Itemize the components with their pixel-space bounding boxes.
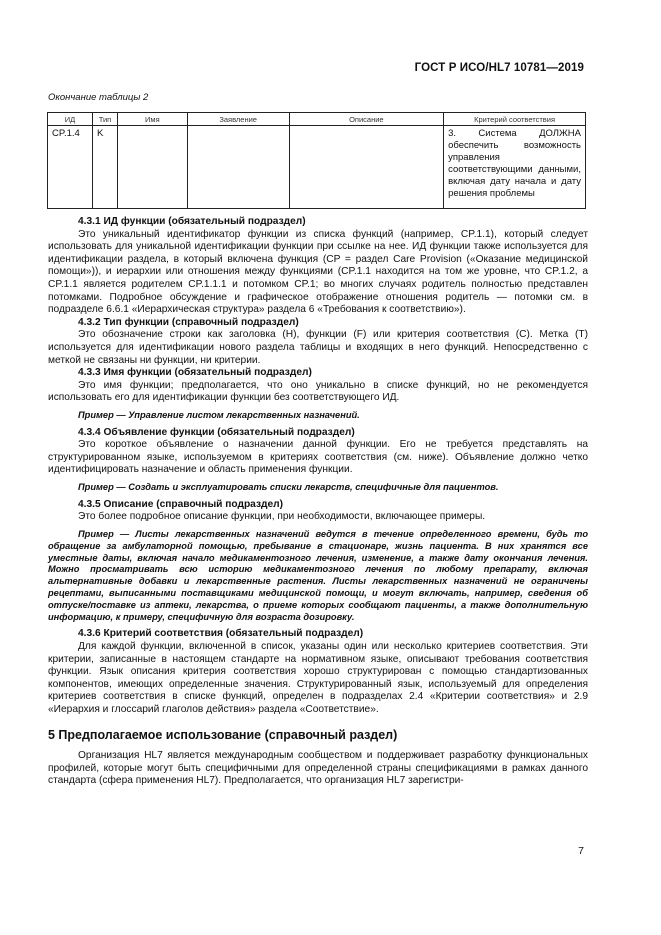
example-4-3-4: Пример — Создать и эксплуатировать списки лекарств, специфичные для пациентов.: [78, 482, 499, 493]
subsection-4-3-5-text: Это более подробное описание функции, при необходимости, включающее примеры.: [78, 511, 486, 523]
header-criterion: Критерий соответствия: [444, 113, 586, 126]
continuation-table: [47, 112, 586, 209]
table-row: [48, 126, 586, 209]
cell-type: K: [92, 126, 117, 209]
subsection-4-3-6-title: 4.3.6 Критерий соответствия (обязательный подраздел): [78, 628, 364, 640]
header-id: ИД: [48, 113, 93, 126]
document-header: ГОСТ Р ИСО/HL7 10781—2019: [414, 62, 584, 74]
subsection-4-3-2-title: 4.3.2 Тип функции (справочный подраздел): [78, 316, 299, 328]
subsection-4-3-3-text: Это имя функции; предполагается, что оно уникально в списке функций, но не рекомендуется использовать его для идентификации функции без соответствующего ИД.: [48, 379, 588, 404]
subsection-4-3-4-title: 4.3.4 Объявление функции (обязательный подраздел): [78, 426, 355, 438]
subsection-4-3-4-text: Это короткое объявление о назначении данной функции. Его не требуется представлять на структурированном языке, используемом в критериях соответствия (см. ниже). Объявление должно четко идентифицировать назначение и область применения функции.: [48, 439, 588, 476]
section-5-title: 5 Предполагаемое использование (справочный раздел): [48, 727, 398, 742]
document-body: [48, 216, 588, 788]
subsection-4-3-3-title: 4.3.3 Имя функции (обязательный подраздел): [78, 367, 312, 379]
subsection-4-3-5-title: 4.3.5 Описание (справочный подраздел): [78, 498, 284, 510]
page-number: 7: [578, 845, 584, 857]
table-header-row: [48, 113, 586, 126]
example-4-3-5: Пример — Листы лекарственных назначений ведутся в течение определенного времени, будь то обращение за амбулаторной помощью, пребывание в стационаре, жизнь пациента. В них хранятся все уместные даты, включая начало медикаментозного лечения, изменение, а также дату окончания лечения. Можно просматривать всю историю медикаментозного лечения по любому препарату, включая альтернативные добавки и лекарственные растения. Листы лекарственных назначений не ограничены рецептами, выписанными поставщиками медицинской помощи, и могут включать, например, сведения об отпуске/поставке из аптеки, лекарства, о приеме которых сообщают пациенты, а также дополнительную информацию, к примеру, специфичную для возраста дозировку.: [48, 529, 588, 622]
subsection-4-3-1-text: Это уникальный идентификатор функции из списка функций (например, CP.1.1), который следует использовать для уникальной идентификации функции при ссылке на нее. ИД функции также используется для идентификации раздела, в который включена функция (CP = раздел Care Provision («Оказание медицинской помощи»)), и иерархии или отношения между функциями (CP.1.1 находится на том же уровне, что CP.1.2, а CP.1.1 является родителем CP.1.1.1 и потомком CP.1; во многих случаях родитель полностью представлен потомками. Подробное обсуждение и графическое отображение отношения родитель — потомки см. в подразделе 6.6.1 «Иерархическая структура» раздела 6 «Требования к соответствию»).: [48, 228, 588, 316]
subsection-4-3-2-text: Это обозначение строки как заголовка (H), функции (F) или критерия соответствия (C). Метка (T) используется для идентификации нового раздела таблицы и входящих в него функций. Непосредственно с меткой не связаны ни функции, ни критерии.: [48, 329, 588, 366]
header-description: Описание: [289, 113, 444, 126]
example-4-3-3: Пример — Управление листом лекарственных назначений.: [78, 409, 360, 420]
cell-id: CP.1.4: [48, 126, 93, 209]
header-type: Тип: [92, 113, 117, 126]
header-name: Имя: [117, 113, 187, 126]
header-statement: Заявление: [187, 113, 289, 126]
subsection-4-3-1-title: 4.3.1 ИД функции (обязательный подраздел): [78, 216, 306, 227]
cell-description: [289, 126, 444, 209]
cell-statement: [187, 126, 289, 209]
section-5-text: Организация HL7 является международным сообществом и поддерживает разработку функциональных профилей, которые могут быть специфичными для определенной страны спецификациями в рамках данного стандарта (сфера применения HL7). Предполагается, что организация HL7 зарегистри-: [48, 750, 588, 787]
subsection-4-3-6-text: Для каждой функции, включенной в список, указаны один или несколько критериев соответствия. Эти критерии, записанные в настоящем стандарте на нормативном языке, описывают требования соответствия функции. Язык описания критерия соответствия хорошо структурирован с помощью стандартизованных компонентов, имеющих определенные значения. Структурированный язык, используемый для определения критериев соответствия в списке функций, определен в подразделах 2.4 «Критерии соответствия» и 2.9 «Иерархия и глоссарий глаголов действия» раздела «Соответствие».: [48, 641, 588, 715]
cell-criterion: 3. Система ДОЛЖНА обеспечить возможность управления соответствующими данными, включая дату начала и дату решения проблемы: [444, 126, 586, 209]
cell-name: [117, 126, 187, 209]
table-caption: Окончание таблицы 2: [48, 92, 149, 103]
